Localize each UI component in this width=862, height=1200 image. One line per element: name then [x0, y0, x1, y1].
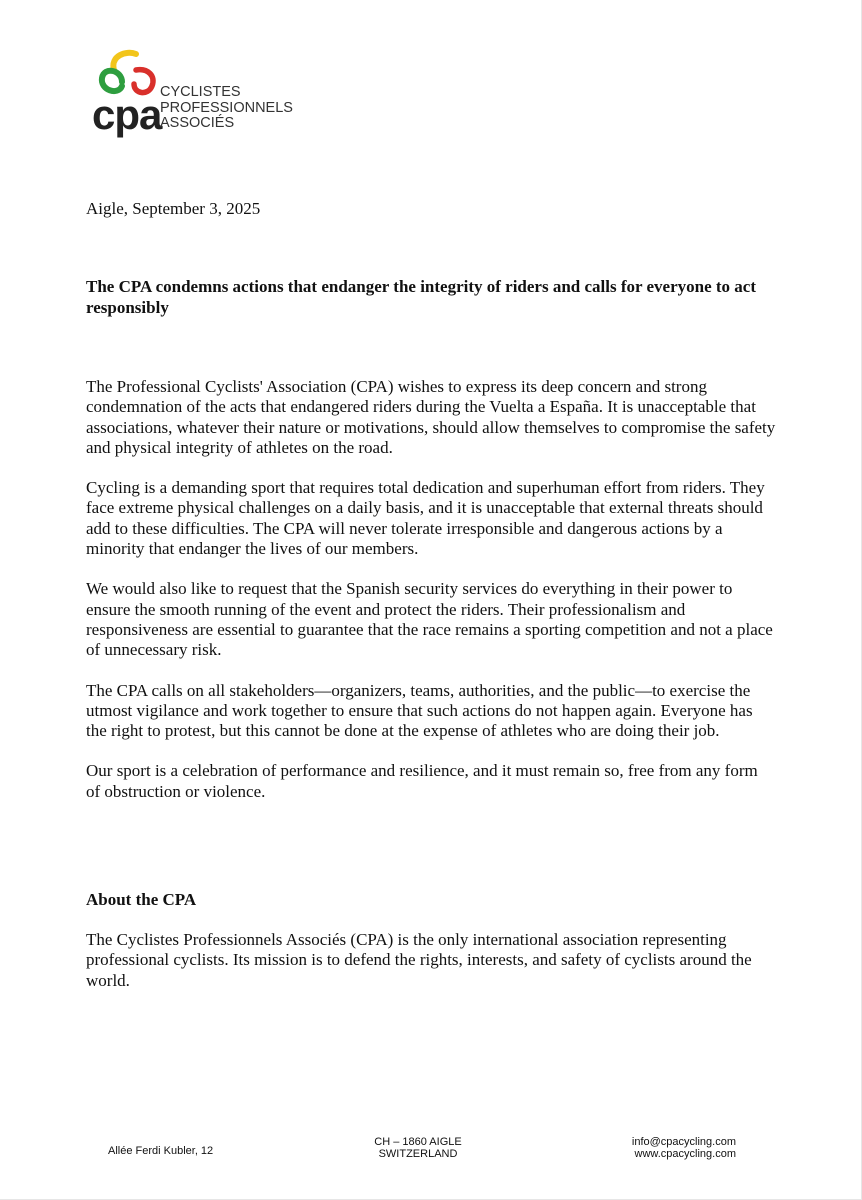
logo-org-name: [160, 85, 293, 132]
footer-country: SWITZERLAND: [378, 1148, 458, 1160]
footer-street: Allée Ferdi Kubler, 12: [108, 1145, 214, 1157]
logo-line-2: PROFESSIONNELS: [160, 99, 293, 116]
body-paragraph: Our sport is a celebration of performance and resilience, and it must remain so, free from any form of obstruction or violence.: [86, 761, 758, 801]
body-paragraph: Cycling is a demanding sport that requires total dedication and superhuman effort from riders. They face extreme physical challenges on a daily basis, and it is unacceptable that external threats should add to these difficulties. The CPA will never tolerate irresponsible and dangerous actions by a minority that endanger the lives of our members.: [86, 478, 765, 559]
logo-line-3: ASSOCIÉS: [160, 115, 235, 131]
footer-city-block: [360, 1136, 476, 1160]
cpa-logo: [92, 48, 293, 140]
footer-website-link[interactable]: www.cpacycling.com: [634, 1148, 736, 1160]
letter-headline: The CPA condemns actions that endanger the integrity of riders and calls for everyone to act responsibly: [86, 277, 757, 317]
footer-address: [108, 1145, 213, 1157]
body-paragraph: The CPA calls on all stakeholders—organizers, teams, authorities, and the public—to exercise the utmost vigilance and work together to ensure that such actions do not happen again. Everyone has the right to protest, but this cannot be done at the expense of athletes who are doing their job.: [86, 680, 753, 741]
body-paragraph: The Professional Cyclists' Association (CPA) wishes to express its deep concern and strong condemnation of the acts that endangered riders during the Vuelta a España. It is unacceptable that associations, whatever their nature or motivations, should allow themselves to compromise the safety and physical integrity of athletes on the road.: [86, 377, 776, 457]
about-heading: About the CPA: [86, 890, 197, 909]
logo-line-1: CYCLISTES: [160, 84, 241, 100]
letter-body: [86, 377, 776, 822]
body-paragraph: We would also like to request that the Spanish security services do everything in their power to ensure the smooth running of the event and protect the riders. Their professionalism and responsiveness are essential to guarantee that the race remains a sporting competition and not a place of unnecessary risk.: [86, 579, 773, 660]
footer-contact: [590, 1136, 736, 1160]
letter-date: Aigle, September 3, 2025: [86, 199, 261, 218]
footer-email-link[interactable]: info@cpacycling.com: [631, 1136, 736, 1148]
footer-city: CH – 1860 AIGLE: [374, 1136, 462, 1148]
logo-wordmark: cpa: [92, 91, 162, 138]
about-text: The Cyclistes Professionnels Associés (CPA) is the only international association representing professional cyclists. Its mission is to defend the rights, interests, and safety of cyclists around the world.: [86, 930, 752, 990]
